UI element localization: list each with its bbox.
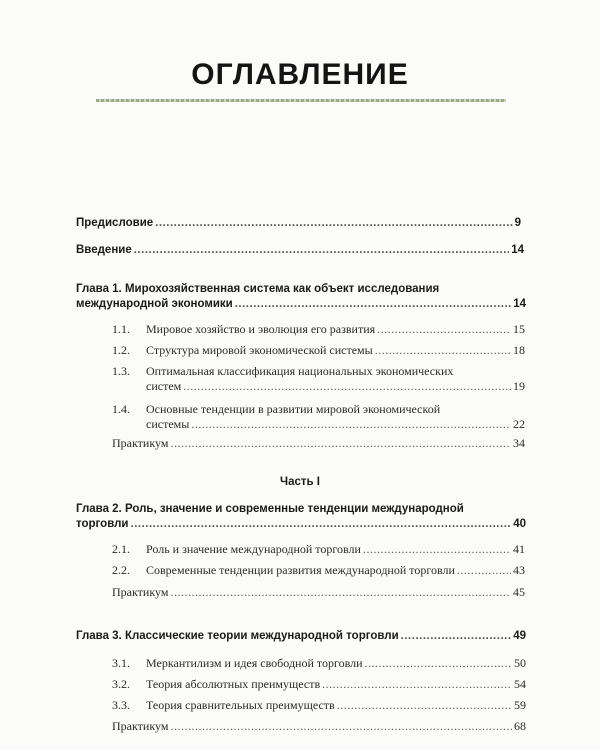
toc-label: Введение xyxy=(76,244,132,256)
practicum-label: Практикум xyxy=(112,719,169,733)
dot-leader xyxy=(131,517,512,532)
toc-page-number: 45 xyxy=(513,585,525,599)
section-title-line: Основные тенденции в развитии мировой экономической xyxy=(146,402,441,416)
toc-section-2-1[interactable] xyxy=(112,542,525,557)
dot-leader xyxy=(191,417,511,432)
section-title: Мировое хозяйство и эволюция его развития xyxy=(146,322,376,336)
chapter-title-line: торговли xyxy=(76,518,129,530)
practicum-label: Практикум xyxy=(112,585,169,599)
section-number: 1.2. xyxy=(112,343,130,357)
toc-page-number: 41 xyxy=(513,542,525,556)
section-title: Современные тенденции развития международной торговли xyxy=(146,563,455,577)
section-number: 3.2. xyxy=(112,677,130,691)
dot-leader xyxy=(377,322,511,337)
section-title: Теория сравнительных преимуществ xyxy=(146,698,335,712)
toc-section-1-3[interactable] xyxy=(112,364,525,394)
section-title: Меркантилизм и идея свободной торговли xyxy=(146,656,363,670)
part-heading: Часть I xyxy=(280,476,320,488)
toc-chapter-3[interactable] xyxy=(76,630,526,642)
dot-leader xyxy=(155,217,512,229)
toc-page-number: 68 xyxy=(514,719,526,733)
dot-leader xyxy=(401,630,512,642)
toc-page-number: 14 xyxy=(511,244,524,256)
dot-leader xyxy=(235,297,511,312)
chapter-title-line: Глава 2. Роль, значение и современные тенденции международной xyxy=(76,503,464,515)
toc-practicum-2[interactable] xyxy=(112,585,525,600)
toc-page-number: 59 xyxy=(514,698,526,712)
dot-leader xyxy=(375,343,511,358)
dot-leader xyxy=(322,677,512,692)
toc-section-1-2[interactable] xyxy=(112,343,525,358)
dot-leader xyxy=(170,436,511,451)
toc-page-number: 18 xyxy=(513,343,525,357)
toc-page-number: 43 xyxy=(513,563,525,577)
section-title: Теория абсолютных преимуществ xyxy=(146,677,321,691)
toc-entry-introduction[interactable] xyxy=(76,244,524,256)
dot-leader xyxy=(365,656,512,671)
toc-page-number: 22 xyxy=(513,417,525,431)
practicum-label: Практикум xyxy=(112,436,169,450)
section-number: 1.4. xyxy=(112,402,130,416)
toc-page-number: 14 xyxy=(513,298,526,310)
toc-page-number: 15 xyxy=(513,322,525,336)
dot-leader xyxy=(457,563,511,578)
toc-practicum-1[interactable] xyxy=(112,436,525,451)
page-title: ОГЛАВЛЕНИЕ xyxy=(191,58,409,91)
chapter-title: Глава 3. Классические теории международной торговли xyxy=(76,630,399,642)
section-number: 2.2. xyxy=(112,563,130,577)
title-underline xyxy=(96,99,506,102)
toc-label: Предисловие xyxy=(76,217,154,229)
toc-chapter-1[interactable] xyxy=(76,282,526,312)
toc-page-number: 9 xyxy=(514,217,521,229)
toc-section-1-1[interactable] xyxy=(112,322,525,337)
toc-section-3-1[interactable] xyxy=(112,656,526,671)
dot-leader xyxy=(337,698,512,713)
section-number: 1.1. xyxy=(112,322,130,336)
dot-leader xyxy=(170,719,512,734)
toc-page-number: 50 xyxy=(514,656,526,670)
dot-leader xyxy=(134,244,509,256)
section-title-line: Оптимальная классификация национальных экономических xyxy=(146,364,454,378)
toc-page-number: 19 xyxy=(513,379,525,393)
section-number: 2.1. xyxy=(112,542,130,556)
section-title-line: систем xyxy=(146,379,182,393)
toc-page-number: 49 xyxy=(513,630,526,642)
section-title: Структура мировой экономической системы xyxy=(146,343,373,357)
toc-section-2-2[interactable] xyxy=(112,563,525,578)
toc-page-number: 40 xyxy=(513,518,526,530)
toc-entry-preface[interactable] xyxy=(76,217,521,229)
chapter-title-line: международной экономики xyxy=(76,298,233,310)
section-title: Роль и значение международной торговли xyxy=(146,542,361,556)
section-number: 1.3. xyxy=(112,364,130,378)
chapter-title-line: Глава 1. Мирохозяйственная система как объект исследования xyxy=(76,283,440,295)
section-number: 3.1. xyxy=(112,656,130,670)
toc-practicum-3[interactable] xyxy=(112,719,526,734)
section-number: 3.3. xyxy=(112,698,130,712)
dot-leader xyxy=(183,379,511,394)
toc-section-3-2[interactable] xyxy=(112,677,526,692)
toc-section-1-4[interactable] xyxy=(112,402,525,432)
dot-leader xyxy=(170,585,511,600)
dot-leader xyxy=(363,542,511,557)
toc-section-3-3[interactable] xyxy=(112,698,526,713)
toc-chapter-2[interactable] xyxy=(76,502,526,532)
section-title-line: системы xyxy=(146,417,190,431)
toc-page-number: 34 xyxy=(513,436,525,450)
toc-page-number: 54 xyxy=(514,677,526,691)
